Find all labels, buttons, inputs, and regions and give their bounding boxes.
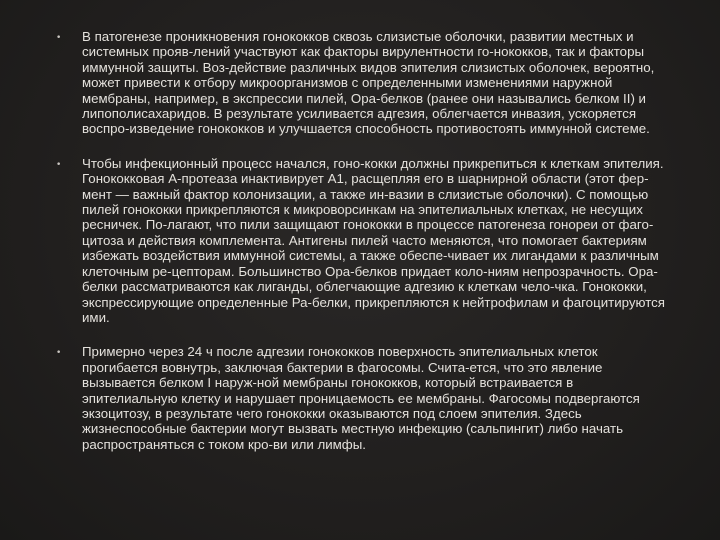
paragraph-text: Примерно через 24 ч после адгезии гонококков поверхность эпителиальных клеток прогибается вовнутрь, заключая бактерии в фагосомы. Счита-ется, что это явление вызывается белком I наруж-ной мембраны гонококков, который встраивается в эпителиальную клетку и нарушает проницаемость ее мембраны. Фагосомы подвергаются экзоцитозу, в результате чего гонококки оказываются под слоем эпителия. Здесь жизнеспособные бактерии могут вызвать местную инфекцию (сальпингит) либо начать распространяться с током кро-ви или лимфы.	[82, 344, 640, 452]
bullet-icon: •	[56, 348, 62, 359]
bullet-item-2	[48, 156, 668, 325]
paragraph-text: Чтобы инфекционный процесс начался, гоно-кокки должны прикрепиться к клеткам эпителия. Гонококковая А-протеаза инактивирует А1, расщепляя его в шарнирной области (этот фер-мент — важный фактор колонизации, а также ин-вазии в слизистые оболочки). С помощью пилей гонококки прикрепляются к микроворсинкам на эпителиальных клетках, не несущих ресничек. По-лагают, что пили защищают гонококки в процессе патогенеза гонореи от фаго-цитоза и действия комплемента. Антигены пилей часто меняются, что помогает бактериям избежать воздействия иммунной системы, а также обеспе-чивает их лигандами к различным клеточным ре-цепторам. Большинство Ора-белков придает коло-ниям непрозрачность. Ора-белки рассматриваются как лиганды, облегчающие адгезию к клеткам чело-чка. Гонококки, экспрессирующие определенные Ра-белки, прикрепляются к нейтрофилам и фагоцитируются ими.	[82, 155, 665, 325]
bullet-item-1	[48, 29, 668, 137]
bullet-item-3	[48, 344, 668, 452]
paragraph-text: В патогенезе проникновения гонококков сквозь слизистые оболочки, развитии местных и системных прояв-лений участвуют как факторы вирулентности го-нококков, так и факторы иммунной защиты. Воз-действие различных видов эпителия слизистых оболочек, вероятно, может привести к отбору микроорганизмов с определенными изменениями наружной мембраны, например, в экспрессии пилей, Ора-белков (ранее они назывались белком II) и липополисахаридов. В результате усиливается адгезия, облегчается инвазия, ускоряется воспро-изведение гонококков и улучшается способность противостоять иммунной системе.	[82, 29, 655, 137]
bullet-list	[48, 29, 668, 471]
bullet-icon: •	[56, 33, 62, 43]
bullet-icon: •	[56, 159, 62, 170]
